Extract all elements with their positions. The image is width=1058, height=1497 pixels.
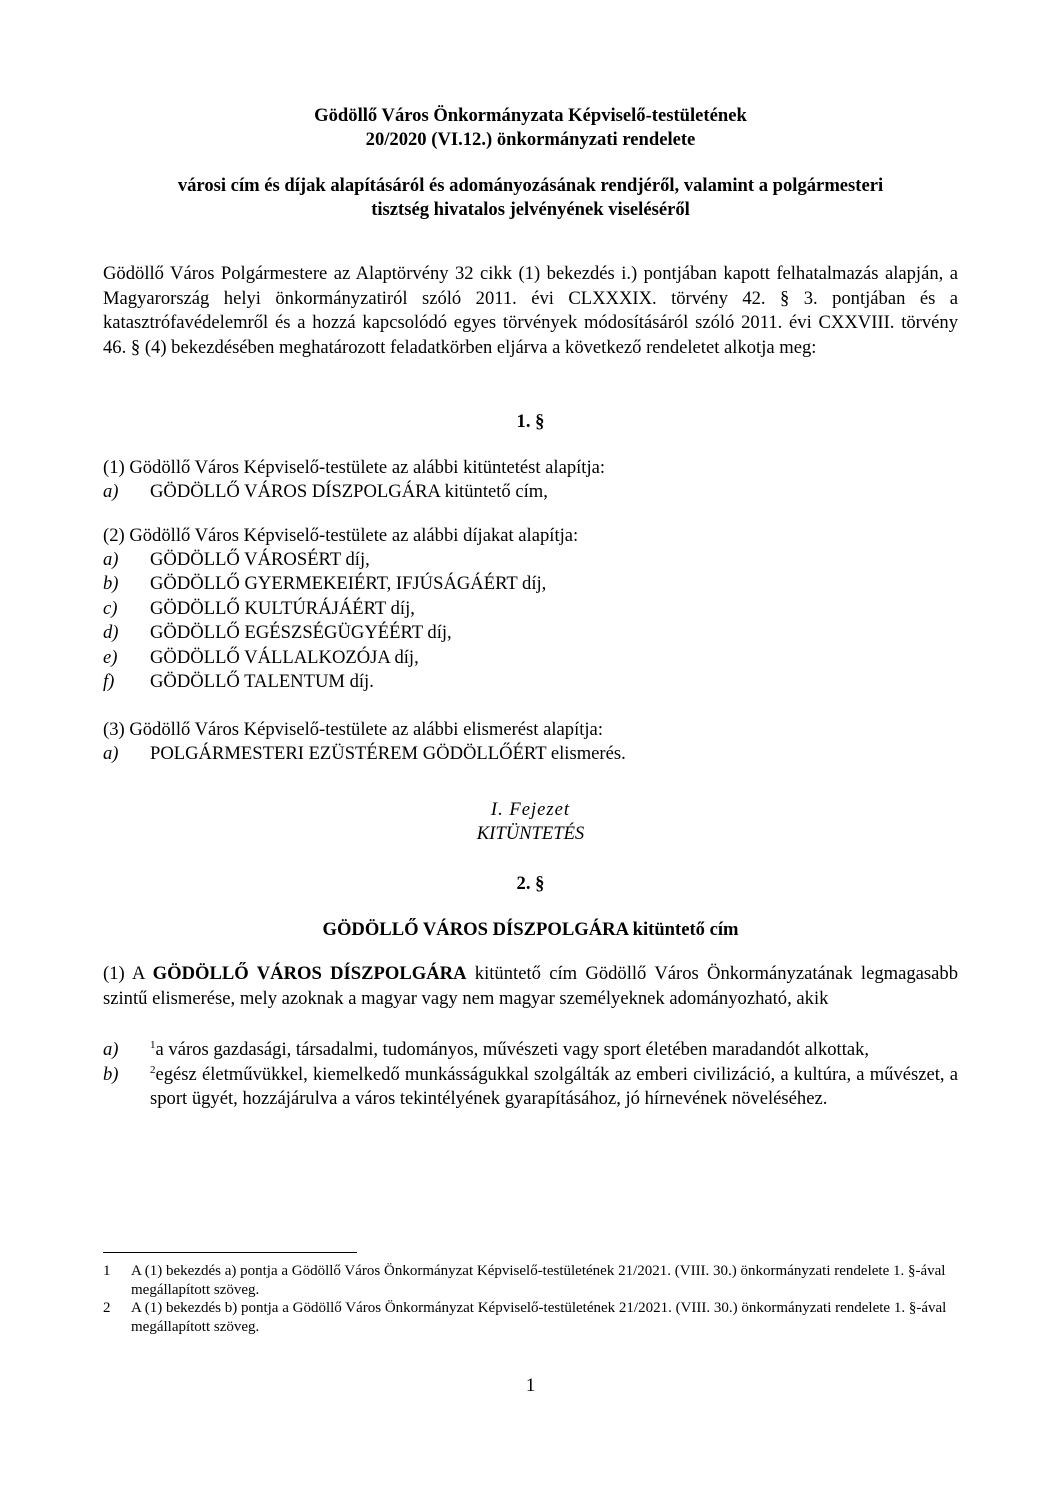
- section-2-para-1-rest: kitüntető cím Gödöllő Város Önkormányzatának legmagasabb szintű elismerése, mely azoknak a magyar vagy nem magyar személyeknek adományozható, akik: [103, 963, 958, 1009]
- footnote: [103, 1299, 958, 1336]
- section-2-list: [103, 1038, 958, 1112]
- list-item: [103, 742, 958, 766]
- footnote: [103, 1262, 958, 1299]
- list-marker: f): [103, 671, 115, 693]
- list-item: [103, 548, 958, 572]
- footnotes: [103, 1262, 958, 1336]
- document-title: [103, 104, 958, 152]
- list-item-text: [150, 1038, 958, 1063]
- title-line-1: Gödöllő Város Önkormányzata Képviselő-testületének: [314, 105, 747, 126]
- section-1-mark: 1. §: [516, 411, 545, 432]
- footnote-text: A (1) bekezdés b) pontja a Gödöllő Város Önkormányzat Képviselő-testületének 21/2021. (VIII. 30.) önkormányzati rendelete 1. §-ával megállapított szöveg.: [131, 1300, 947, 1335]
- section-1-para-2-head: (2) Gödöllő Város Képviselő-testülete az alábbi díjakat alapítja:: [103, 525, 579, 546]
- list-marker: a): [103, 1039, 119, 1060]
- list-item-text: GÖDÖLLŐ VÁROS DÍSZPOLGÁRA kitüntető cím,: [150, 481, 548, 502]
- footnote-text: A (1) bekezdés a) pontja a Gödöllő Város Önkormányzat Képviselő-testületének 21/2021. (VIII. 30.) önkormányzati rendelete 1. §-ával megállapított szöveg.: [131, 1263, 946, 1298]
- section-2-para-1: [103, 962, 958, 1011]
- list-marker: a): [103, 549, 119, 570]
- section-2-heading-rest: kitüntető cím: [627, 919, 739, 940]
- title-line-2: 20/2020 (VI.12.) önkormányzati rendelete: [365, 129, 696, 150]
- section-2-heading: [103, 918, 958, 942]
- section-2-para-1-bold: GÖDÖLLŐ VÁROS DÍSZPOLGÁRA: [152, 963, 467, 984]
- list-marker: e): [103, 646, 118, 668]
- section-2-mark: 2. §: [516, 873, 545, 894]
- list-marker: d): [103, 622, 119, 644]
- list-marker: b): [103, 573, 119, 595]
- list-item: [103, 646, 958, 670]
- section-1-para-1-list: [103, 480, 958, 504]
- list-item: [103, 1038, 958, 1063]
- list-item-text: GÖDÖLLŐ GYERMEKEIÉRT, IFJÚSÁGÁÉRT díj,: [150, 573, 547, 595]
- subtitle-line-1: városi cím és díjak alapításáról és adományozásának rendjéről, valamint a polgármesteri: [177, 175, 884, 196]
- list-item: [103, 621, 958, 645]
- chapter-number: I. Fejezet: [490, 799, 571, 820]
- chapter-title: KITÜNTETÉS: [476, 823, 585, 844]
- section-1-para-1-head: (1) Gödöllő Város Képviselő-testülete az alábbi kitüntetést alapítja:: [103, 457, 606, 478]
- footnote-ref[interactable]: 2: [150, 1063, 156, 1076]
- footnote-number: 2: [103, 1300, 111, 1316]
- list-item: [103, 1063, 958, 1112]
- list-marker: a): [103, 481, 119, 502]
- list-item-text: GÖDÖLLŐ KULTÚRÁJÁÉRT díj,: [150, 597, 415, 619]
- list-item-text: POLGÁRMESTERI EZÜSTÉREM GÖDÖLLŐÉRT elismerés.: [150, 743, 626, 764]
- subtitle-line-2: tisztség hivatalos jelvényének viseléséről: [371, 199, 690, 220]
- list-item-text: GÖDÖLLŐ VÁROSÉRT díj,: [150, 549, 370, 570]
- document-page: [103, 0, 958, 1497]
- document-subtitle: [103, 174, 958, 222]
- footnote-ref[interactable]: 1: [150, 1039, 156, 1051]
- chapter-heading: [103, 798, 958, 846]
- list-marker: a): [103, 743, 119, 764]
- footnote-separator: [103, 1252, 357, 1253]
- list-item: [103, 597, 958, 621]
- list-item: [103, 572, 958, 596]
- section-1-para-3-list: [103, 742, 958, 766]
- footnote-number: 1: [103, 1263, 111, 1279]
- list-item-text: GÖDÖLLŐ EGÉSZSÉGÜGYÉÉRT díj,: [150, 622, 452, 644]
- list-item-text: GÖDÖLLŐ TALENTUM díj.: [150, 671, 374, 693]
- list-item-text: GÖDÖLLŐ VÁLLALKOZÓJA díj,: [150, 646, 419, 668]
- list-item-body: egész életművükkel, kiemelkedő munkásságukkal szolgálták az emberi civilizáció, a kultúra, a művészet, a sport ügyét, hozzájárulva a város tekintélyének gyarapításához, jó hírnevének növeléséhez.: [150, 1063, 958, 1109]
- section-2-heading-bold: GÖDÖLLŐ VÁROS DÍSZPOLGÁRA: [322, 919, 628, 940]
- list-item: [103, 480, 958, 504]
- list-marker: b): [103, 1063, 119, 1085]
- list-item-text: [150, 1063, 958, 1112]
- list-marker: c): [103, 597, 118, 619]
- list-item-body: a város gazdasági, társadalmi, tudományos, művészeti vagy sport életében maradandót alkottak,: [155, 1039, 870, 1060]
- page-number: 1: [525, 1375, 536, 1396]
- section-1-para-2-list: [103, 548, 958, 694]
- section-1-para-3-head: (3) Gödöllő Város Képviselő-testülete az alábbi elismerést alapítja:: [103, 719, 603, 740]
- list-item: [103, 670, 958, 694]
- preamble-paragraph: Gödöllő Város Polgármestere az Alaptörvény 32 cikk (1) bekezdés i.) pontjában kapott felhatalmazás alapján, a Magyarország helyi önkormányzatiról szóló 2011. évi CLXXXIX. törvény 42. § 3. pontjában és a katasztrófavédelemről és a hozzá kapcsolódó egyes törvények módosításáról szóló 2011. évi CXXVIII. törvény 46. § (4) bekezdésében meghatározott feladatkörben eljárva a következő rendeletet alkotja meg:: [103, 263, 958, 358]
- section-2-para-1-prefix: (1) A: [103, 963, 153, 984]
